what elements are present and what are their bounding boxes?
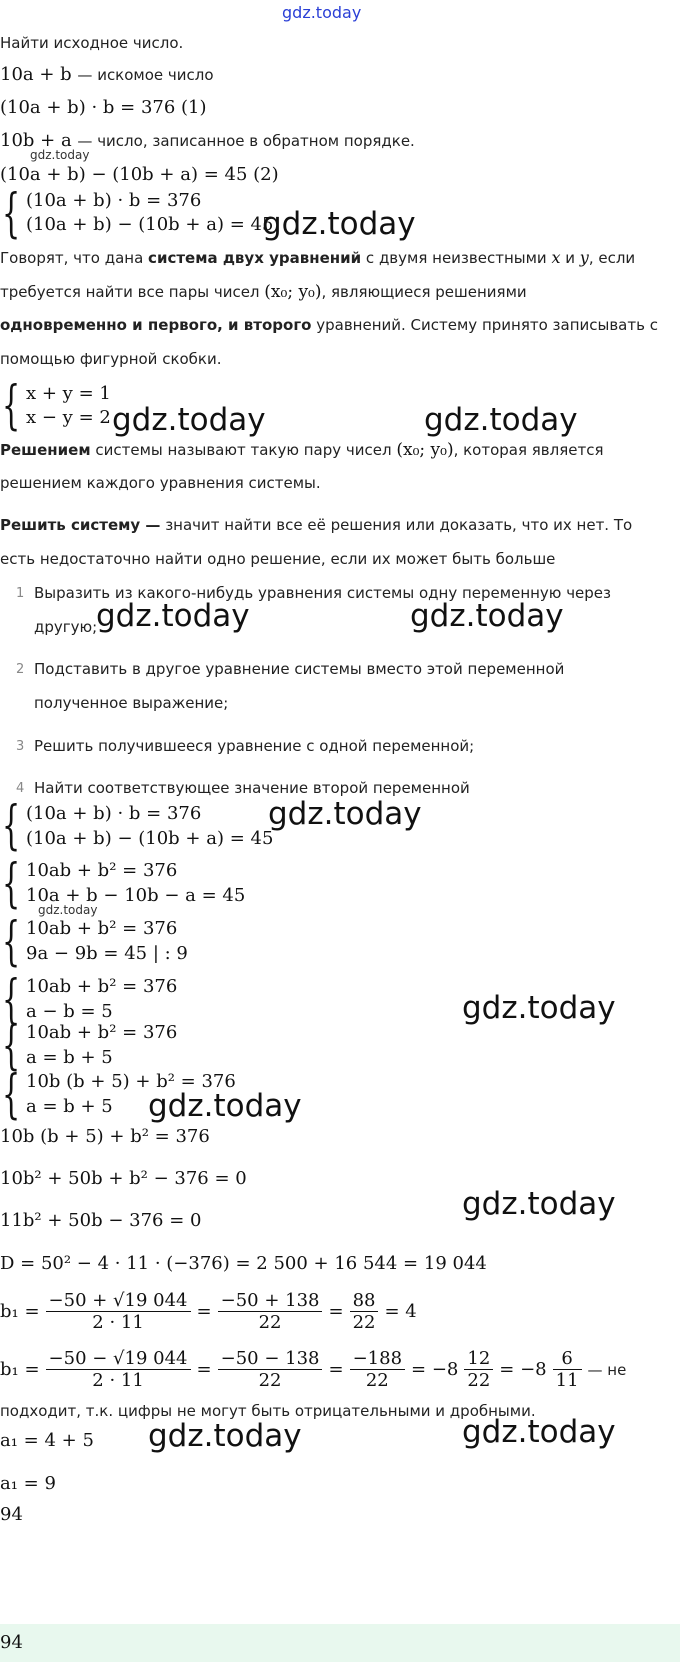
bold-span: система двух уравнений — [148, 249, 362, 267]
watermark: gdz.today — [112, 402, 266, 438]
system-7-eq-a: 10b (b + 5) + b² = 376 — [26, 1071, 236, 1092]
step-text: Найти соответствующее значение второй переменной — [34, 779, 470, 797]
theory-p4: помощью фигурной скобки. — [0, 350, 222, 368]
text-span: и — [560, 249, 580, 267]
denominator: 2 · 11 — [92, 1312, 144, 1333]
denominator: 2 · 11 — [92, 1370, 144, 1391]
system-brace: { — [2, 184, 21, 244]
fraction — [350, 1290, 379, 1333]
theory-p6: решением каждого уравнения системы. — [0, 474, 321, 492]
text-span: системы называют такую пару чисел — [90, 441, 397, 459]
theory-p3 — [0, 316, 658, 334]
system-5-eq-b: a − b = 5 — [26, 1001, 113, 1022]
watermark-small: gdz.today — [30, 148, 90, 162]
system-brace: { — [2, 1065, 21, 1125]
system-3-eq-b: 10a + b − 10b − a = 45 — [26, 885, 246, 906]
equals: = — [328, 1301, 344, 1322]
theory-p8: есть недостаточно найти одно решение, если их может быть больше — [0, 550, 556, 568]
answer-highlight — [0, 1624, 680, 1662]
system-1-eq-a: (10a + b) · b = 376 — [26, 190, 202, 211]
bold-span: Решить систему — — [0, 516, 161, 534]
numerator: −50 − 138 — [218, 1348, 323, 1370]
text-span: с двумя неизвестными — [361, 249, 552, 267]
system-brace: { — [2, 912, 21, 972]
equals: = — [196, 1359, 212, 1380]
watermark-small: gdz.today — [38, 903, 98, 917]
eq-note: — искомое число — [77, 66, 214, 84]
system-6-eq-b: a = b + 5 — [26, 1047, 113, 1068]
step-text: Решить получившееся уравнение с одной переменной; — [34, 737, 475, 755]
equation: 10b² + 50b + b² − 376 = 0 — [0, 1168, 247, 1189]
theory-p2 — [0, 282, 527, 302]
text-span: Говорят, что дана — [0, 249, 149, 267]
step-text: другую; — [34, 618, 98, 636]
text-span: , если — [588, 249, 636, 267]
root-label: b₁ = — [0, 1359, 40, 1380]
system-4-eq-a: 10ab + b² = 376 — [26, 918, 178, 939]
system-brace: { — [2, 1016, 21, 1076]
pair-expr: (x₀; y₀) — [264, 282, 322, 302]
eq-number-form — [0, 64, 214, 85]
text-span: требуется найти все пары чисел — [0, 283, 265, 301]
system-5-eq-a: 10ab + b² = 376 — [26, 976, 178, 997]
step-text: полученное выражение; — [34, 694, 229, 712]
numerator: 6 — [553, 1348, 582, 1370]
bold-span: одновременно и первого, и второго — [0, 316, 312, 334]
root-label: b₁ = — [0, 1301, 40, 1322]
fraction — [553, 1348, 582, 1391]
watermark: gdz.today — [96, 598, 250, 634]
theory-p5 — [0, 440, 603, 460]
text-span: уравнений. Систему принято записывать с — [311, 316, 658, 334]
denominator: 11 — [555, 1370, 579, 1391]
text-span: , являющиеся решениями — [321, 283, 527, 301]
step-number: 2 — [16, 662, 25, 677]
mixed-whole: = −8 — [411, 1359, 459, 1380]
system-2-eq-a: (10a + b) · b = 376 — [26, 803, 202, 824]
rejection-note: — не — [587, 1360, 627, 1379]
example-eq-b: x − y = 2 — [26, 407, 111, 428]
eq-1: (10a + b) · b = 376 (1) — [0, 97, 207, 118]
fraction — [350, 1348, 405, 1391]
watermark: gdz.today — [462, 1186, 616, 1222]
watermark: gdz.today — [462, 990, 616, 1026]
fraction — [218, 1290, 323, 1333]
root-result: = 4 — [384, 1301, 417, 1322]
system-3-eq-a: 10ab + b² = 376 — [26, 860, 178, 881]
var-y: y — [579, 248, 589, 267]
example-eq-a: x + y = 1 — [26, 383, 111, 404]
system-7-eq-b: a = b + 5 — [26, 1096, 113, 1117]
text-span: , которая является — [453, 441, 604, 459]
a1-value: a₁ = 9 — [0, 1473, 56, 1494]
numerator: −50 + √19 044 — [46, 1290, 191, 1312]
step-text: Подставить в другое уравнение системы вместо этой переменной — [34, 660, 565, 678]
denominator: 22 — [258, 1312, 282, 1333]
fraction — [46, 1290, 191, 1333]
answer-final: 94 — [0, 1632, 23, 1653]
pair-expr: (x₀; y₀) — [396, 440, 454, 460]
system-brace: { — [2, 376, 21, 436]
root-1 — [0, 1290, 417, 1333]
watermark: gdz.today — [148, 1418, 302, 1454]
watermark: gdz.today — [268, 796, 422, 832]
system-brace: { — [2, 854, 21, 914]
site-logo[interactable]: gdz.today — [282, 3, 362, 22]
eq-expr: 10a + b — [0, 64, 72, 85]
system-brace: { — [2, 970, 21, 1030]
theory-p7 — [0, 516, 632, 534]
equation: 10b (b + 5) + b² = 376 — [0, 1126, 210, 1147]
equation: 11b² + 50b − 376 = 0 — [0, 1210, 202, 1231]
numerator: 88 — [350, 1290, 379, 1312]
eq-2: (10a + b) − (10b + a) = 45 (2) — [0, 164, 279, 185]
denominator: 22 — [258, 1370, 282, 1391]
numerator: 12 — [464, 1348, 493, 1370]
watermark: gdz.today — [462, 1414, 616, 1450]
system-6-eq-a: 10ab + b² = 376 — [26, 1022, 178, 1043]
equals: = — [328, 1359, 344, 1380]
watermark: gdz.today — [148, 1088, 302, 1124]
system-1-eq-b: (10a + b) − (10b + a) = 45 — [26, 214, 274, 235]
rejection-reason: подходит, т.к. цифры не могут быть отрицательными и дробными. — [0, 1402, 536, 1420]
fraction — [46, 1348, 191, 1391]
system-4-eq-b: 9a − 9b = 45 | : 9 — [26, 943, 188, 964]
eq-expr: 10b + a — [0, 130, 72, 151]
a1-expression: a₁ = 4 + 5 — [0, 1430, 94, 1451]
numerator: −50 + 138 — [218, 1290, 323, 1312]
theory-p1 — [0, 248, 635, 267]
fraction — [464, 1348, 493, 1391]
watermark: gdz.today — [262, 206, 416, 242]
step-number: 3 — [16, 739, 25, 754]
equals: = — [196, 1301, 212, 1322]
step-number: 4 — [16, 781, 25, 796]
watermark: gdz.today — [410, 598, 564, 634]
eq-note: — число, записанное в обратном порядке. — [77, 132, 415, 150]
bold-span: Решением — [0, 441, 91, 459]
numerator: −188 — [350, 1348, 405, 1370]
root-2 — [0, 1348, 626, 1391]
system-2-eq-b: (10a + b) − (10b + a) = 45 — [26, 828, 274, 849]
watermark: gdz.today — [424, 402, 578, 438]
numerator: −50 − √19 044 — [46, 1348, 191, 1370]
denominator: 22 — [467, 1370, 491, 1391]
text-span: значит найти все её решения или доказать, что их нет. То — [160, 516, 633, 534]
step-text: Выразить из какого-нибудь уравнения системы одну переменную через — [34, 584, 612, 602]
answer-plain: 94 — [0, 1504, 23, 1525]
intro-text: Найти исходное число. — [0, 34, 184, 52]
denominator: 22 — [365, 1370, 389, 1391]
discriminant: D = 50² − 4 · 11 · (−376) = 2 500 + 16 544 = 19 044 — [0, 1253, 487, 1274]
denominator: 22 — [352, 1312, 376, 1333]
step-number: 1 — [16, 586, 25, 601]
fraction — [218, 1348, 323, 1391]
mixed-whole: = −8 — [499, 1359, 547, 1380]
system-brace: { — [2, 796, 21, 856]
var-x: x — [551, 248, 561, 267]
